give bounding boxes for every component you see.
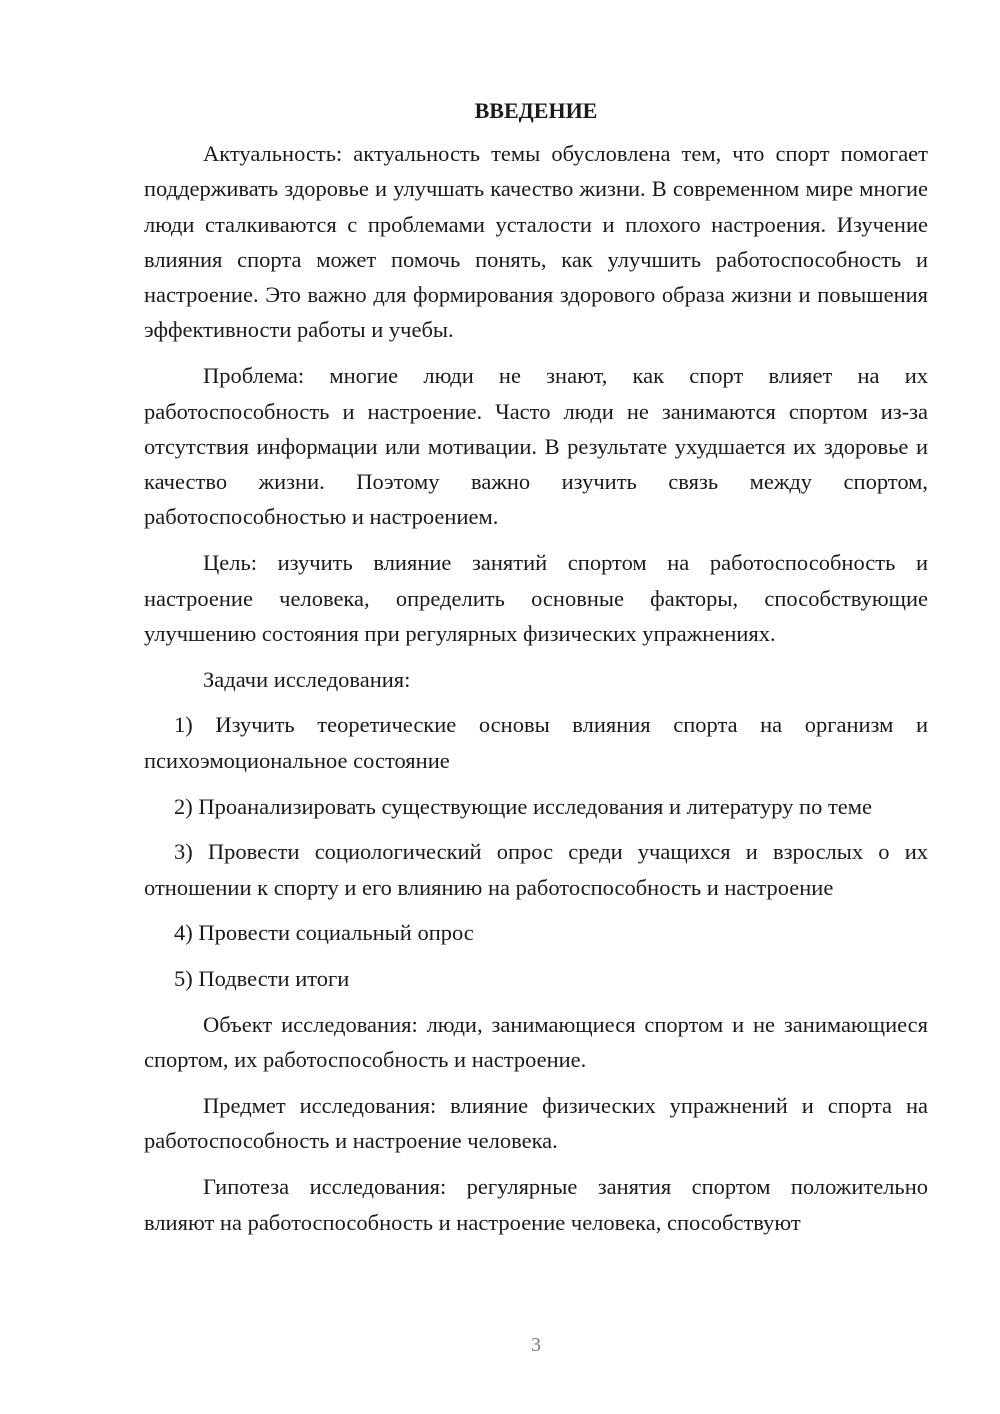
paragraph-object: Объект исследования: люди, занимающиеся спортом и не занимающиеся спортом, их работоспособность и настроение. xyxy=(144,1012,928,1073)
task-item-5: 5) Подвести итоги xyxy=(174,966,350,992)
page-number: 3 xyxy=(531,1334,541,1356)
section-title: ВВЕДЕНИЕ xyxy=(474,98,598,123)
paragraph-problem: Проблема: многие люди не знают, как спорт влияет на их работоспособность и настроение. Часто люди не занимаются спортом из-за отсутствия информации или мотивации. В результате ухудшается их здоровье и качество жизни. Поэтому важно изучить связь между спортом, работоспособностью и настроением. xyxy=(144,363,928,530)
task-item-1: 1) Изучить теоретические основы влияния спорта на организм и психоэмоциональное состояние xyxy=(144,712,928,773)
task-item-2: 2) Проанализировать существующие исследования и литературу по теме xyxy=(174,793,872,819)
paragraph-relevance: Актуальность: актуальность темы обусловлена тем, что спорт помогает поддерживать здоровье и улучшать качество жизни. В современном мире многие люди сталкиваются с проблемами усталости и плохого настроения. Изучение влияния спорта может помочь понять, как улучшить работоспособность и настроение. Это важно для формирования здорового образа жизни и повышения эффективности работы и учебы. xyxy=(144,141,928,343)
paragraph-hypothesis: Гипотеза исследования: регулярные занятия спортом положительно влияют на работоспособность и настроение человека, способствуют xyxy=(144,1174,928,1235)
paragraph-goal: Цель: изучить влияние занятий спортом на работоспособность и настроение человека, определить основные факторы, способствующие улучшению состояния при регулярных физических упражнениях. xyxy=(144,550,928,646)
task-item-4: 4) Провести социальный опрос xyxy=(174,920,474,946)
tasks-heading: Задачи исследования: xyxy=(203,666,411,692)
paragraph-subject: Предмет исследования: влияние физических упражнений и спорта на работоспособность и настроение человека. xyxy=(144,1093,928,1154)
document-page xyxy=(144,96,928,1250)
task-item-3: 3) Провести социологический опрос среди учащихся и взрослых о их отношении к спорту и его влиянию на работоспособность и настроение xyxy=(144,839,928,900)
